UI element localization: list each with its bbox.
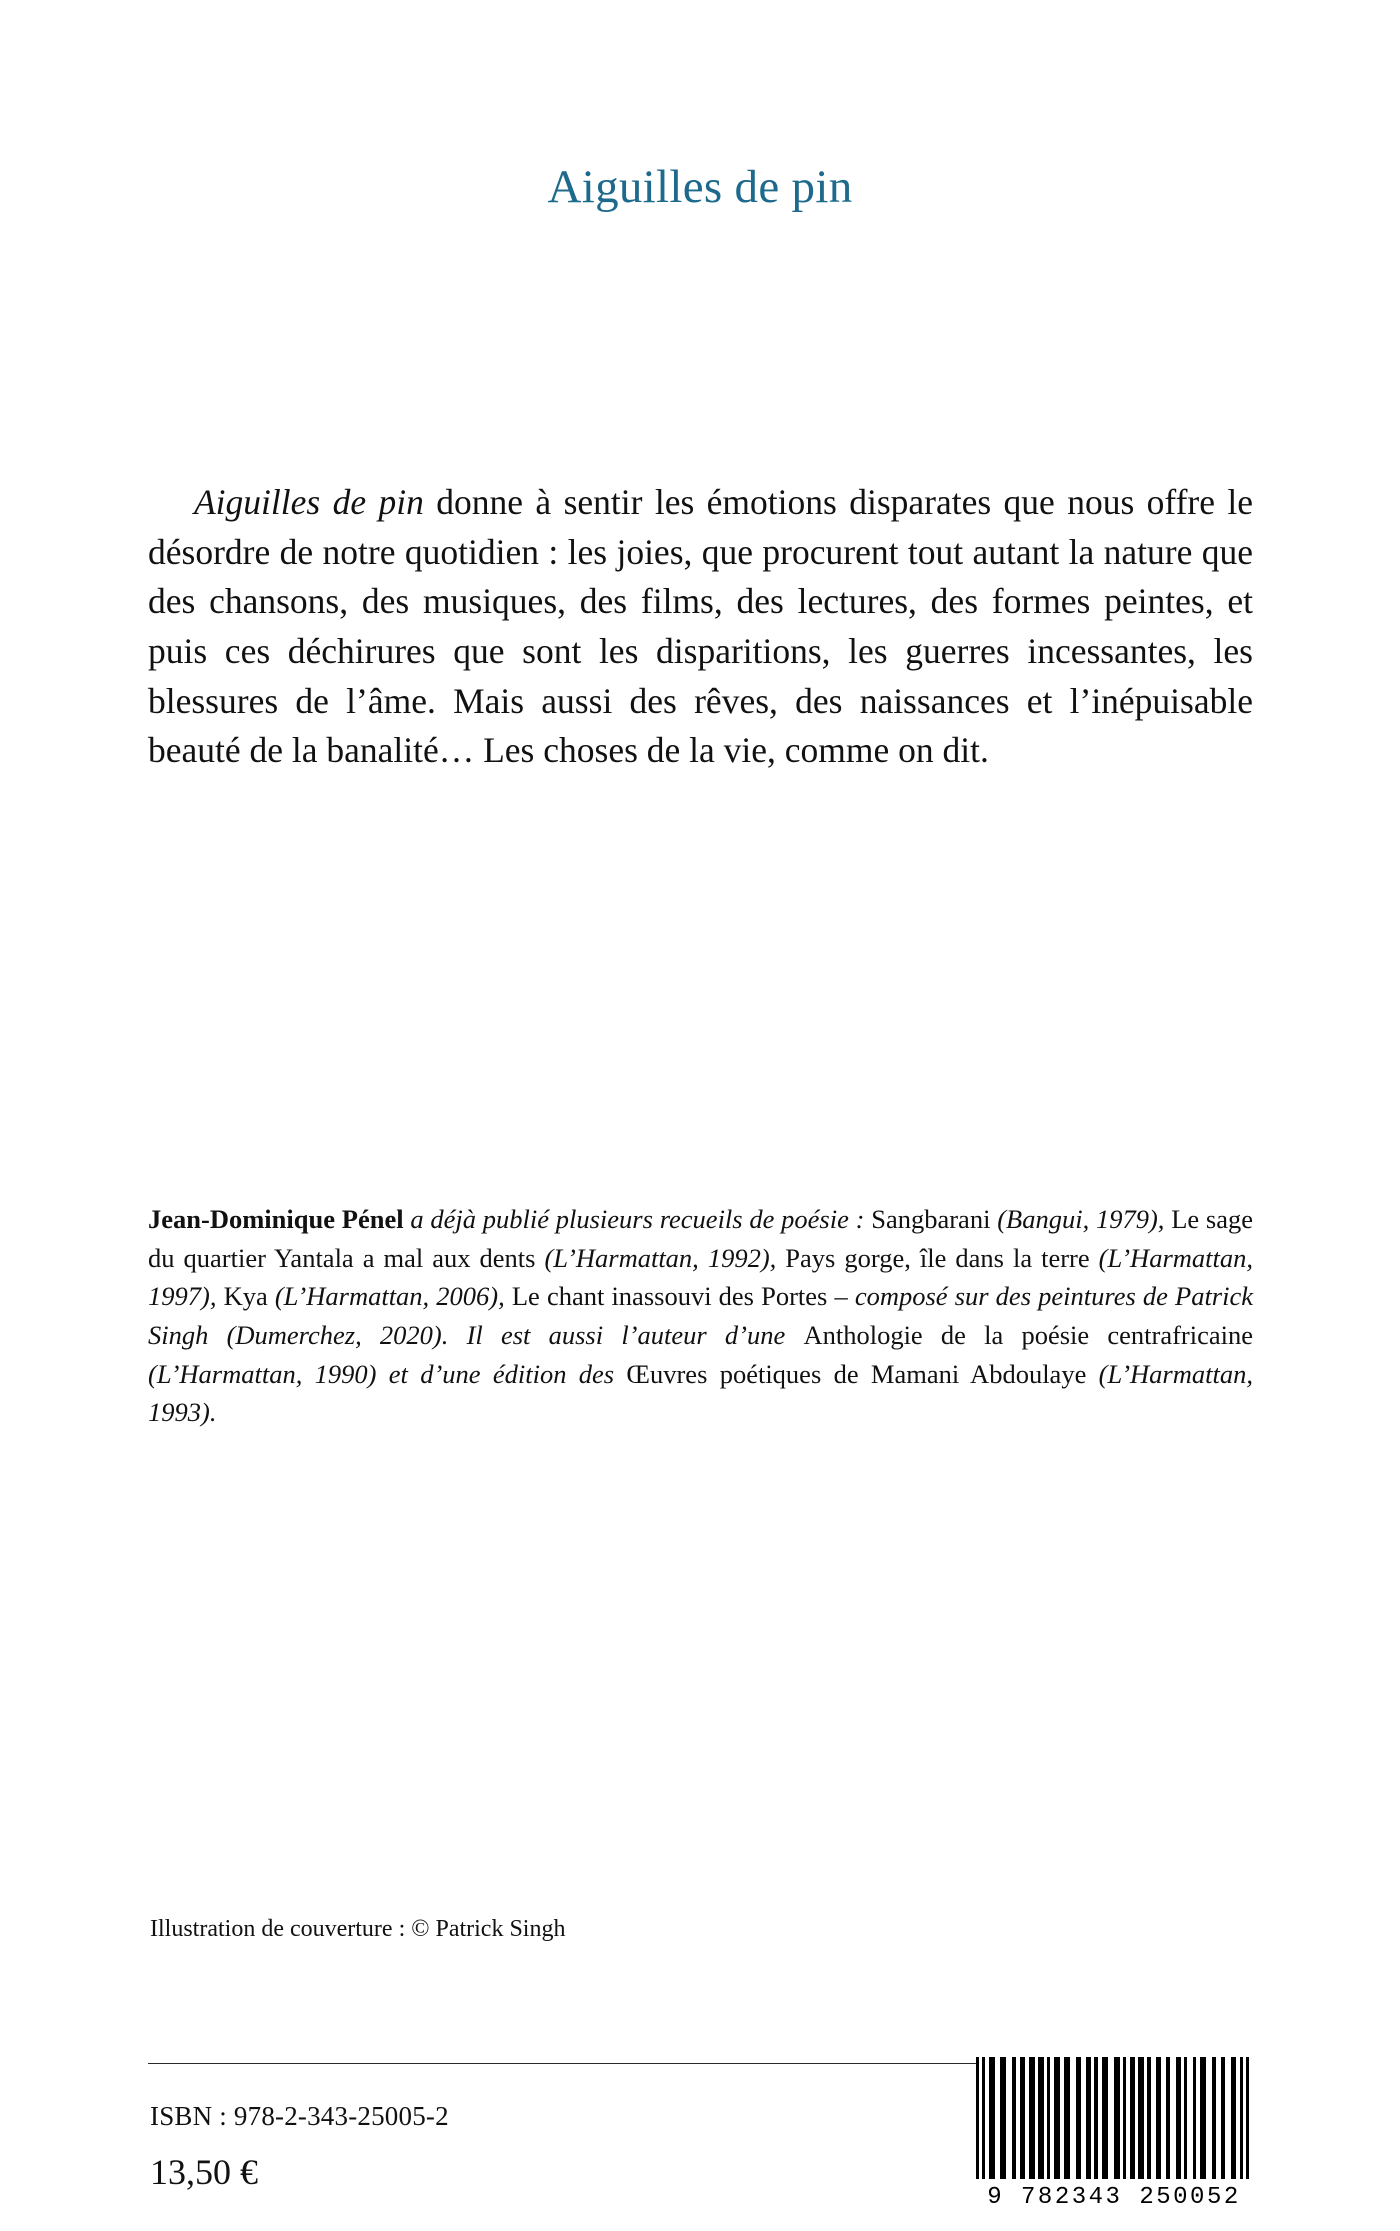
bio-segment: Le sage du quartier Yantala a mal aux dents [148, 1204, 1253, 1273]
bio-segment: Sangbarani [871, 1204, 998, 1234]
bio-segment: a déjà publié plusieurs recueils de poésie : [403, 1204, 872, 1234]
page-title: Aiguilles de pin [547, 161, 853, 213]
bio-segment: Anthologie de la poésie centrafricaine [803, 1320, 1253, 1351]
bio-segment: (L’Harmattan, 1990) et d’une édition des [148, 1358, 627, 1389]
author-bio [148, 1200, 1253, 1432]
price-text: 13,50 € [150, 2152, 258, 2192]
bio-segment: Kya [223, 1281, 275, 1312]
footer [0, 2063, 1400, 2231]
barcode-bars [976, 2057, 1252, 2179]
bio-segment: (Bangui, 1979), [997, 1204, 1172, 1234]
blurb-paragraph [148, 478, 1253, 776]
barcode-digits: 9 782343 250052 [987, 2184, 1241, 2211]
author-name: Jean-Dominique Pénel [148, 1204, 404, 1234]
barcode [976, 2057, 1252, 2217]
bio-bibliography [148, 1204, 1253, 1427]
blurb-title-mention: Aiguilles de pin [194, 482, 424, 522]
isbn-text: ISBN : 978-2-343-25005-2 [150, 2101, 449, 2131]
bio-segment: (L’Harmattan, 1993). [148, 1358, 1253, 1428]
barcode-bar [1246, 2057, 1249, 2179]
bio-segment: (L’Harmattan, 1997), [148, 1242, 1253, 1312]
bio-segment: Le chant inassouvi des Portes [511, 1281, 835, 1312]
bio-segment: (L’Harmattan, 1992), [544, 1242, 786, 1273]
bio-segment: Pays gorge, île dans la terre [785, 1242, 1099, 1273]
bio-segment: (L’Harmattan, 2006), [274, 1281, 512, 1312]
bio-segment: Œuvres poétiques de Mamani Abdoulaye [626, 1358, 1099, 1389]
blurb-body: donne à sentir les émotions disparates que nous offre le désordre de notre quotidien : les joies, que procurent tout autant la nature que des chansons, des musiques, des films, des lectures, des formes peintes, et puis ces déchirures que sont les disparitions, les guerres incessantes, les blessures de l’âme. Mais aussi des rêves, des naissances et l’inépuisable beauté de la banalité… Les choses de la vie, comme on dit. [148, 482, 1253, 771]
bio-segment: – composé sur des peintures de Patrick Singh (Dumerchez, 2020). Il est aussi l’auteur d’une [148, 1281, 1254, 1351]
cover-illustration-credit: Illustration de couverture : © Patrick Singh [150, 1916, 566, 1942]
